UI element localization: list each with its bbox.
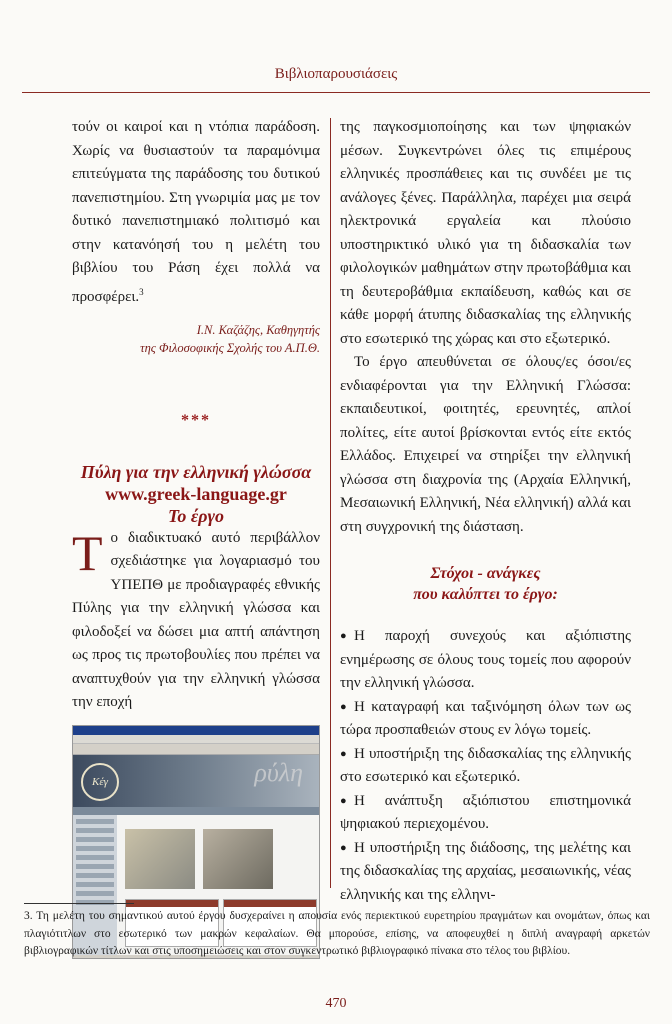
screenshot-photo	[203, 829, 273, 889]
right-paragraph-1: της παγκοσμιοποίησης και των ψηφιακών μέσων. Συγκεντρώνει όλες τις επιμέρους ελληνικές προσπάθειες και τις συνδέει με τις ανάλογες ξένες. Παράλληλα, παρέχει μια σειρά ηλεκτρονικά εργαλεία και πλούσιο υποστηρικτικό υλικό για τη διδασκαλία των φιλολογικών μαθημάτων στην πρωτοβάθμια και τη δευτεροβάθμια εκπαίδευση, καθώς και σε κάθε μορφή άτυπης διδασκαλίας της ελληνικής στο εσωτερικό της χώρας και στο εξωτερικό.	[340, 119, 631, 347]
goals-heading-line-1: Στόχοι - ανάγκες	[430, 565, 541, 582]
footnote-rule	[24, 903, 134, 904]
footnote: 3. Τη μελέτη του σημαντικού αυτού έργου δυσχεραίνει η απουσία ενός περιεκτικού ευρετηρίου πραγμάτων και ονομάτων, όπως και πλαγιότιτλων στο εσωτερικό των μακρών κεφαλαίων. Θα μπορούσε, επίσης, να αποφευχθεί η διπλή αναγραφή αρκετών βιβλιογραφικών τίτλων και στις υποσημειώσεις και στον συγκεντρωτικό βιβλιογραφικό πίνακα στο τέλος του βιβλίου.	[24, 910, 650, 957]
goal-item: ● Η υποστήριξη της διάδοσης, της μελέτης και της διδασκαλίας της αρχαίας, μεσαιωνικής, νέας ελληνικής και της ελληνι-	[340, 837, 631, 908]
intro-paragraph	[72, 524, 320, 715]
signature-line-2: της Φιλοσοφικής Σχολής του Α.Π.Θ.	[140, 341, 320, 355]
signature-line-1: Ι.Ν. Καζάζης, Καθηγητής	[196, 323, 320, 337]
right-column	[340, 116, 631, 907]
signature	[72, 321, 320, 357]
goals-heading	[340, 563, 631, 605]
header-rule	[22, 92, 650, 93]
goal-item: ● Η ανάπτυξη αξιόπιστου επιστημονικά ψηφιακού περιεχομένου.	[340, 790, 631, 837]
section-title-line-1: Πύλη για την ελληνική γλώσσα	[80, 461, 312, 482]
section-title-line-3: Το έργο	[167, 505, 224, 526]
drop-cap: Τ	[72, 524, 103, 581]
screenshot-toolbar	[73, 744, 319, 755]
right-paragraph-2: Το έργο απευθύνεται σε όλους/ες όσοι/ες ενδιαφέρονται για την Ελληνική Γλώσσα: εκπαιδευτικοί, φοιτητές, ερευνητές, απλοί πολίτες, είτε αυτοί βρίσκονται εντός είτε εκτός Ελλάδος. Επιχειρεί να στηρίξει την ελληνική γλώσσα στη διαχρονία της (Αρχαία Ελληνική, Μεσαιωνική Ελληνική, Νέα ελληνική) αλλά και στη συγχρονική της διάσταση.	[340, 354, 631, 535]
column-divider	[330, 118, 331, 888]
screenshot-logo: Κέγ	[81, 763, 119, 801]
intro-text: ο διαδικτυακό αυτό περιβάλλον σχεδιάστηκε για λογαριασμό του ΥΠΕΠΘ με προδιαγραφές εθνικής Πύλης για την ελληνική γλώσσα και φιλοδοξεί να δώσει μια απτή απάντηση ως προς τις πρωτοβουλίες που πρέπει να αναπτυχθούν για την ελληνική γλώσσα την εποχή	[72, 529, 320, 710]
page-number: 470	[325, 996, 347, 1011]
goals-heading-line-2: που καλύπτει το έργο:	[413, 586, 558, 603]
section-separator: ***	[181, 412, 211, 429]
left-paragraph-1	[72, 116, 320, 309]
section-title-url: www.greek-language.gr	[105, 483, 287, 504]
section-title	[72, 461, 320, 527]
running-header: Βιβλιοπαρουσιάσεις	[274, 66, 398, 82]
screenshot-titlebar	[73, 726, 319, 735]
goal-item: ● Η παροχή συνεχούς και αξιόπιστης ενημέρωσης σε όλους τους τομείς που αφορούν την ελληνική γλώσσα.	[340, 625, 631, 696]
screenshot-banner	[73, 755, 319, 807]
footnote-ref: 3	[139, 286, 144, 297]
screenshot-banner-text: ρύλη	[254, 757, 303, 787]
left-column	[72, 116, 320, 959]
screenshot-photo	[125, 829, 195, 889]
goal-item: ● Η καταγραφή και ταξινόμηση όλων των ως τώρα προσπαθειών στους εν λόγω τομείς.	[340, 696, 631, 743]
goals-list	[340, 625, 631, 907]
left-paragraph-1-text: τούν οι καιροί και η ντόπια παράδοση. Χωρίς να θυσιαστούν τα παραμόνιμα επιτεύγματα της παράδοσης του δυτικού πανεπιστημίου. Στη γνωριμία μας με τον δυτικό πανεπιστημιακό πολιτισμό και στην κατανόησή του η μελέτη του βιβλίου του Ράση έχει πολλά να προσφέρει.	[72, 119, 320, 305]
screenshot-menubar	[73, 735, 319, 744]
screenshot-nav	[73, 807, 319, 815]
goal-item: ● Η υποστήριξη της διδασκαλίας της ελληνικής στο εσωτερικό και εξωτερικό.	[340, 743, 631, 790]
